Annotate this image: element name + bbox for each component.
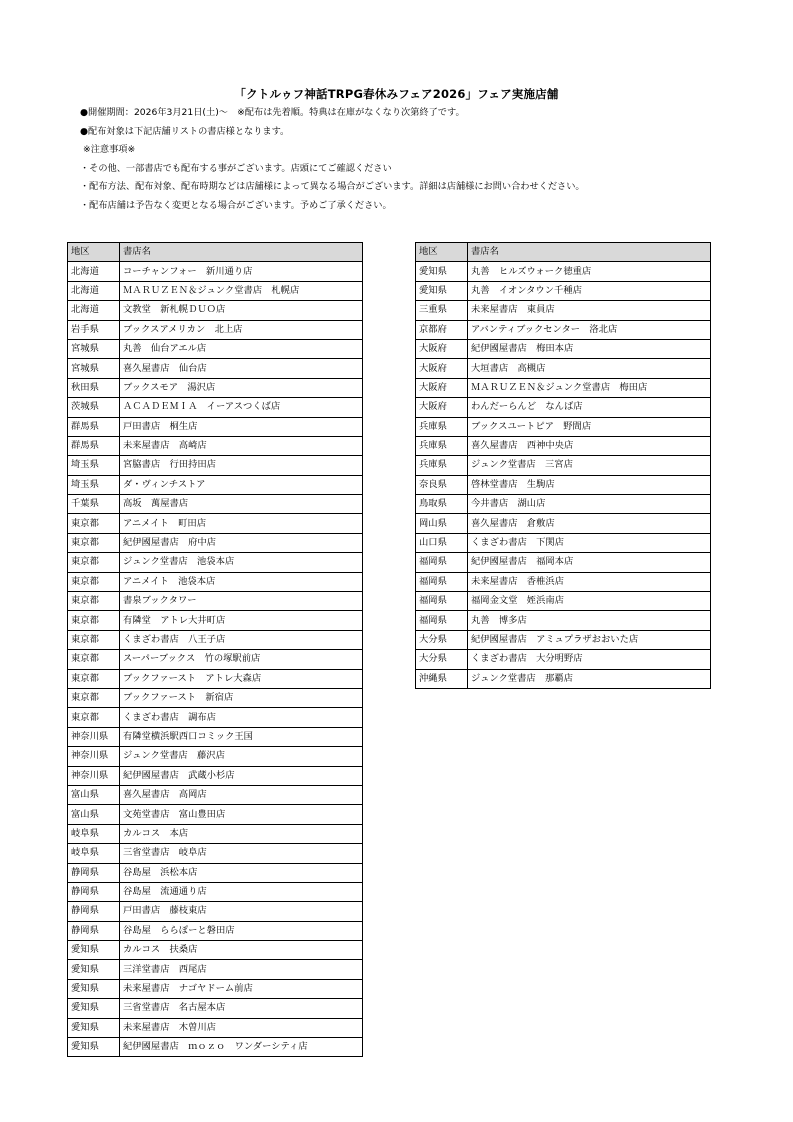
table-row — [68, 902, 363, 921]
table-row — [416, 436, 711, 455]
table-row — [68, 611, 363, 630]
region-cell: 岩手県 — [68, 320, 120, 339]
table-row — [416, 572, 711, 591]
store-name-cell: 紀伊國屋書店 武蔵小杉店 — [120, 766, 363, 785]
region-cell: 三重県 — [416, 301, 468, 320]
table-header-row — [416, 243, 711, 262]
table-row — [68, 301, 363, 320]
region-cell: 福岡県 — [416, 611, 468, 630]
store-name-cell: 未来屋書店 木曽川店 — [120, 1018, 363, 1037]
table-row — [68, 553, 363, 572]
table-row — [68, 979, 363, 998]
store-name-cell: 丸善 ヒルズウォーク徳重店 — [468, 262, 711, 281]
store-name-cell: くまざわ書店 調布店 — [120, 708, 363, 727]
table-row — [68, 359, 363, 378]
store-name-cell: アニメイト 池袋本店 — [120, 572, 363, 591]
store-name-cell: ブックスモア 湯沢店 — [120, 378, 363, 397]
region-cell: 東京都 — [68, 708, 120, 727]
store-name-cell: 書泉ブックタワー — [120, 592, 363, 611]
region-cell: 群馬県 — [68, 436, 120, 455]
table-row — [416, 262, 711, 281]
table-row — [68, 824, 363, 843]
region-cell: 千葉県 — [68, 495, 120, 514]
table-row — [416, 592, 711, 611]
table-row — [416, 650, 711, 669]
region-cell: 鳥取県 — [416, 495, 468, 514]
store-name-cell: 未来屋書店 東員店 — [468, 301, 711, 320]
table-row — [416, 339, 711, 358]
table-row — [68, 844, 363, 863]
table-row — [68, 1018, 363, 1037]
table-row — [68, 669, 363, 688]
table-row — [68, 398, 363, 417]
store-name-cell: 文苑堂書店 富山豊田店 — [120, 805, 363, 824]
region-cell: 東京都 — [68, 514, 120, 533]
store-name-cell: 有隣堂 アトレ大井町店 — [120, 611, 363, 630]
store-name-cell: 未来屋書店 ナゴヤドーム前店 — [120, 979, 363, 998]
table-row — [68, 475, 363, 494]
region-cell: 東京都 — [68, 650, 120, 669]
region-cell: 愛知県 — [68, 979, 120, 998]
store-name-cell: 未来屋書店 高崎店 — [120, 436, 363, 455]
note-caution-heading: ※注意事項※ — [83, 144, 136, 155]
store-name-cell: くまざわ書店 八王子店 — [120, 630, 363, 649]
note-target: ●配布対象は下記店舗リストの書店様となります。 — [80, 125, 290, 137]
table-row — [416, 417, 711, 436]
region-cell: 岐阜県 — [68, 844, 120, 863]
store-name-cell: ＡＣＡＤＥＭＩＡ イーアスつくば店 — [120, 398, 363, 417]
table-row — [68, 941, 363, 960]
note-other-stores: ・その他、一部書店でも配布する事がございます。店頭にてご確認ください — [80, 162, 392, 174]
store-name-cell: アニメイト 町田店 — [120, 514, 363, 533]
store-name-cell: 未来屋書店 香椎浜店 — [468, 572, 711, 591]
store-name-cell: 福岡金文堂 姪浜南店 — [468, 592, 711, 611]
store-name-cell: 三省堂書店 名古屋本店 — [120, 999, 363, 1018]
store-name-cell: 紀伊國屋書店 梅田本店 — [468, 339, 711, 358]
store-name-cell: ブックスアメリカン 北上店 — [120, 320, 363, 339]
store-name-cell: ジュンク堂書店 那覇店 — [468, 669, 711, 688]
table-row — [68, 417, 363, 436]
region-cell: 愛知県 — [68, 941, 120, 960]
table-row — [68, 882, 363, 901]
store-name-cell: ブックスユートピア 野間店 — [468, 417, 711, 436]
region-cell: 愛知県 — [68, 1018, 120, 1037]
table-row — [68, 727, 363, 746]
store-name-cell: 紀伊國屋書店 府中店 — [120, 533, 363, 552]
region-cell: 秋田県 — [68, 378, 120, 397]
table-row — [68, 281, 363, 300]
store-name-cell: 有隣堂横浜駅西口コミック王国 — [120, 727, 363, 746]
table-row — [416, 378, 711, 397]
region-cell: 埼玉県 — [68, 475, 120, 494]
store-name-cell: ダ・ヴィンチストア — [120, 475, 363, 494]
region-cell: 福岡県 — [416, 553, 468, 572]
table-row — [68, 592, 363, 611]
region-cell: 東京都 — [68, 630, 120, 649]
table-row — [416, 533, 711, 552]
store-name-cell: 高坂 萬屋書店 — [120, 495, 363, 514]
page-title: 「クトルゥフ神話TRPG春休みフェア2026」フェア実施店舗 — [234, 87, 559, 101]
table-row — [416, 611, 711, 630]
region-cell: 神奈川県 — [68, 727, 120, 746]
table-row — [68, 495, 363, 514]
table-row — [416, 475, 711, 494]
store-name-cell: 喜久屋書店 高岡店 — [120, 785, 363, 804]
store-name-cell: 紀伊國屋書店 福岡本店 — [468, 553, 711, 572]
region-cell: 山口県 — [416, 533, 468, 552]
store-name-cell: くまざわ書店 大分明野店 — [468, 650, 711, 669]
table-row — [68, 572, 363, 591]
store-name-cell: 三洋堂書店 西尾店 — [120, 960, 363, 979]
store-table-left — [67, 242, 363, 1057]
region-cell: 北海道 — [68, 281, 120, 300]
region-cell: 沖縄県 — [416, 669, 468, 688]
region-cell: 静岡県 — [68, 921, 120, 940]
table-row — [416, 320, 711, 339]
region-cell: 北海道 — [68, 262, 120, 281]
region-cell: 東京都 — [68, 553, 120, 572]
region-column-header: 地区 — [68, 243, 120, 262]
store-name-cell: カルコス 扶桑店 — [120, 941, 363, 960]
region-cell: 東京都 — [68, 669, 120, 688]
region-cell: 兵庫県 — [416, 456, 468, 475]
region-cell: 富山県 — [68, 805, 120, 824]
region-cell: 大分県 — [416, 630, 468, 649]
store-name-cell: わんだーらんど なんば店 — [468, 398, 711, 417]
table-row — [416, 359, 711, 378]
store-name-cell: カルコス 本店 — [120, 824, 363, 843]
store-name-cell: 啓林堂書店 生駒店 — [468, 475, 711, 494]
region-cell: 福岡県 — [416, 572, 468, 591]
store-name-cell: ジュンク堂書店 藤沢店 — [120, 747, 363, 766]
note-distribution-method: ・配布方法、配布対象、配布時期などは店舗様によって異なる場合がございます。詳細は店舗様にお問い合わせください。 — [80, 181, 585, 192]
store-column-header: 書店名 — [120, 243, 363, 262]
region-cell: 神奈川県 — [68, 766, 120, 785]
store-name-cell: 谷島屋 ららぽーと磐田店 — [120, 921, 363, 940]
region-cell: 愛知県 — [68, 1038, 120, 1057]
table-row — [68, 456, 363, 475]
store-name-cell: 谷島屋 浜松本店 — [120, 863, 363, 882]
store-name-cell: 喜久屋書店 仙台店 — [120, 359, 363, 378]
store-name-cell: 文教堂 新札幌ＤＵＯ店 — [120, 301, 363, 320]
store-name-cell: 喜久屋書店 西神中央店 — [468, 436, 711, 455]
note-period: ●開催期間：2026年3月21日(土)～ ※配布は先着順。特典は在庫がなくなり次第終了です。 — [80, 107, 465, 118]
region-cell: 神奈川県 — [68, 747, 120, 766]
region-cell: 群馬県 — [68, 417, 120, 436]
table-row — [68, 339, 363, 358]
region-cell: 大阪府 — [416, 398, 468, 417]
note-change-notice: ・配布店舗は予告なく変更となる場合がございます。予めご了承ください。 — [80, 199, 392, 211]
store-name-cell: ＭＡＲＵＺＥＮ＆ジュンク堂書店 梅田店 — [468, 378, 711, 397]
store-name-cell: 大垣書店 高槻店 — [468, 359, 711, 378]
region-cell: 大阪府 — [416, 359, 468, 378]
store-name-cell: くまざわ書店 下関店 — [468, 533, 711, 552]
region-cell: 宮城県 — [68, 359, 120, 378]
region-cell: 静岡県 — [68, 863, 120, 882]
store-name-cell: ブックファースト アトレ大森店 — [120, 669, 363, 688]
region-cell: 愛知県 — [416, 281, 468, 300]
store-name-cell: 戸田書店 藤枝東店 — [120, 902, 363, 921]
region-cell: 奈良県 — [416, 475, 468, 494]
store-column-header: 書店名 — [468, 243, 711, 262]
store-name-cell: 丸善 仙台アエル店 — [120, 339, 363, 358]
region-cell: 東京都 — [68, 592, 120, 611]
table-row — [416, 301, 711, 320]
region-cell: 東京都 — [68, 533, 120, 552]
store-name-cell: 丸善 博多店 — [468, 611, 711, 630]
store-name-cell: 戸田書店 桐生店 — [120, 417, 363, 436]
table-row — [416, 398, 711, 417]
table-row — [68, 785, 363, 804]
table-row — [68, 863, 363, 882]
region-cell: 大阪府 — [416, 339, 468, 358]
region-cell: 愛知県 — [68, 999, 120, 1018]
table-row — [68, 999, 363, 1018]
region-cell: 岡山県 — [416, 514, 468, 533]
region-cell: 大阪府 — [416, 378, 468, 397]
store-name-cell: ジュンク堂書店 池袋本店 — [120, 553, 363, 572]
table-row — [68, 630, 363, 649]
table-row — [68, 650, 363, 669]
store-name-cell: 紀伊國屋書店 ｍｏｚｏ ワンダーシティ店 — [120, 1038, 363, 1057]
region-cell: 愛知県 — [68, 960, 120, 979]
region-cell: 静岡県 — [68, 882, 120, 901]
table-row — [68, 921, 363, 940]
store-name-cell: 宮脇書店 行田持田店 — [120, 456, 363, 475]
region-cell: 静岡県 — [68, 902, 120, 921]
table-row — [68, 533, 363, 552]
table-row — [416, 514, 711, 533]
table-row — [68, 960, 363, 979]
store-name-cell: 紀伊國屋書店 アミュプラザおおいた店 — [468, 630, 711, 649]
region-cell: 宮城県 — [68, 339, 120, 358]
region-cell: 東京都 — [68, 572, 120, 591]
store-name-cell: 喜久屋書店 倉敷店 — [468, 514, 711, 533]
table-row — [68, 262, 363, 281]
table-row — [68, 766, 363, 785]
table-row — [68, 747, 363, 766]
table-row — [416, 669, 711, 688]
store-name-cell: コーチャンフォー 新川通り店 — [120, 262, 363, 281]
store-name-cell: 丸善 イオンタウン千種店 — [468, 281, 711, 300]
notes-block — [80, 104, 585, 215]
table-row — [416, 630, 711, 649]
store-name-cell: 三省堂書店 岐阜店 — [120, 844, 363, 863]
store-name-cell: アバンティブックセンター 洛北店 — [468, 320, 711, 339]
region-cell: 北海道 — [68, 301, 120, 320]
region-cell: 茨城県 — [68, 398, 120, 417]
table-row — [68, 378, 363, 397]
table-row — [416, 456, 711, 475]
table-row — [68, 514, 363, 533]
region-cell: 東京都 — [68, 688, 120, 707]
region-cell: 富山県 — [68, 785, 120, 804]
store-name-cell: 谷島屋 流通通り店 — [120, 882, 363, 901]
table-row — [68, 320, 363, 339]
region-cell: 愛知県 — [416, 262, 468, 281]
store-name-cell: ＭＡＲＵＺＥＮ＆ジュンク堂書店 札幌店 — [120, 281, 363, 300]
region-cell: 埼玉県 — [68, 456, 120, 475]
table-row — [68, 436, 363, 455]
store-name-cell: ジュンク堂書店 三宮店 — [468, 456, 711, 475]
table-row — [68, 805, 363, 824]
store-name-cell: スーパーブックス 竹の塚駅前店 — [120, 650, 363, 669]
table-row — [68, 688, 363, 707]
store-table-right — [415, 242, 711, 689]
table-row — [68, 708, 363, 727]
region-cell: 兵庫県 — [416, 417, 468, 436]
region-cell: 福岡県 — [416, 592, 468, 611]
table-row — [68, 1038, 363, 1057]
store-name-cell: ブックファースト 新宿店 — [120, 688, 363, 707]
table-row — [416, 553, 711, 572]
region-cell: 京都府 — [416, 320, 468, 339]
region-cell: 兵庫県 — [416, 436, 468, 455]
table-row — [416, 495, 711, 514]
region-column-header: 地区 — [416, 243, 468, 262]
table-row — [416, 281, 711, 300]
table-header-row — [68, 243, 363, 262]
region-cell: 大分県 — [416, 650, 468, 669]
region-cell: 東京都 — [68, 611, 120, 630]
region-cell: 岐阜県 — [68, 824, 120, 843]
store-name-cell: 今井書店 湖山店 — [468, 495, 711, 514]
